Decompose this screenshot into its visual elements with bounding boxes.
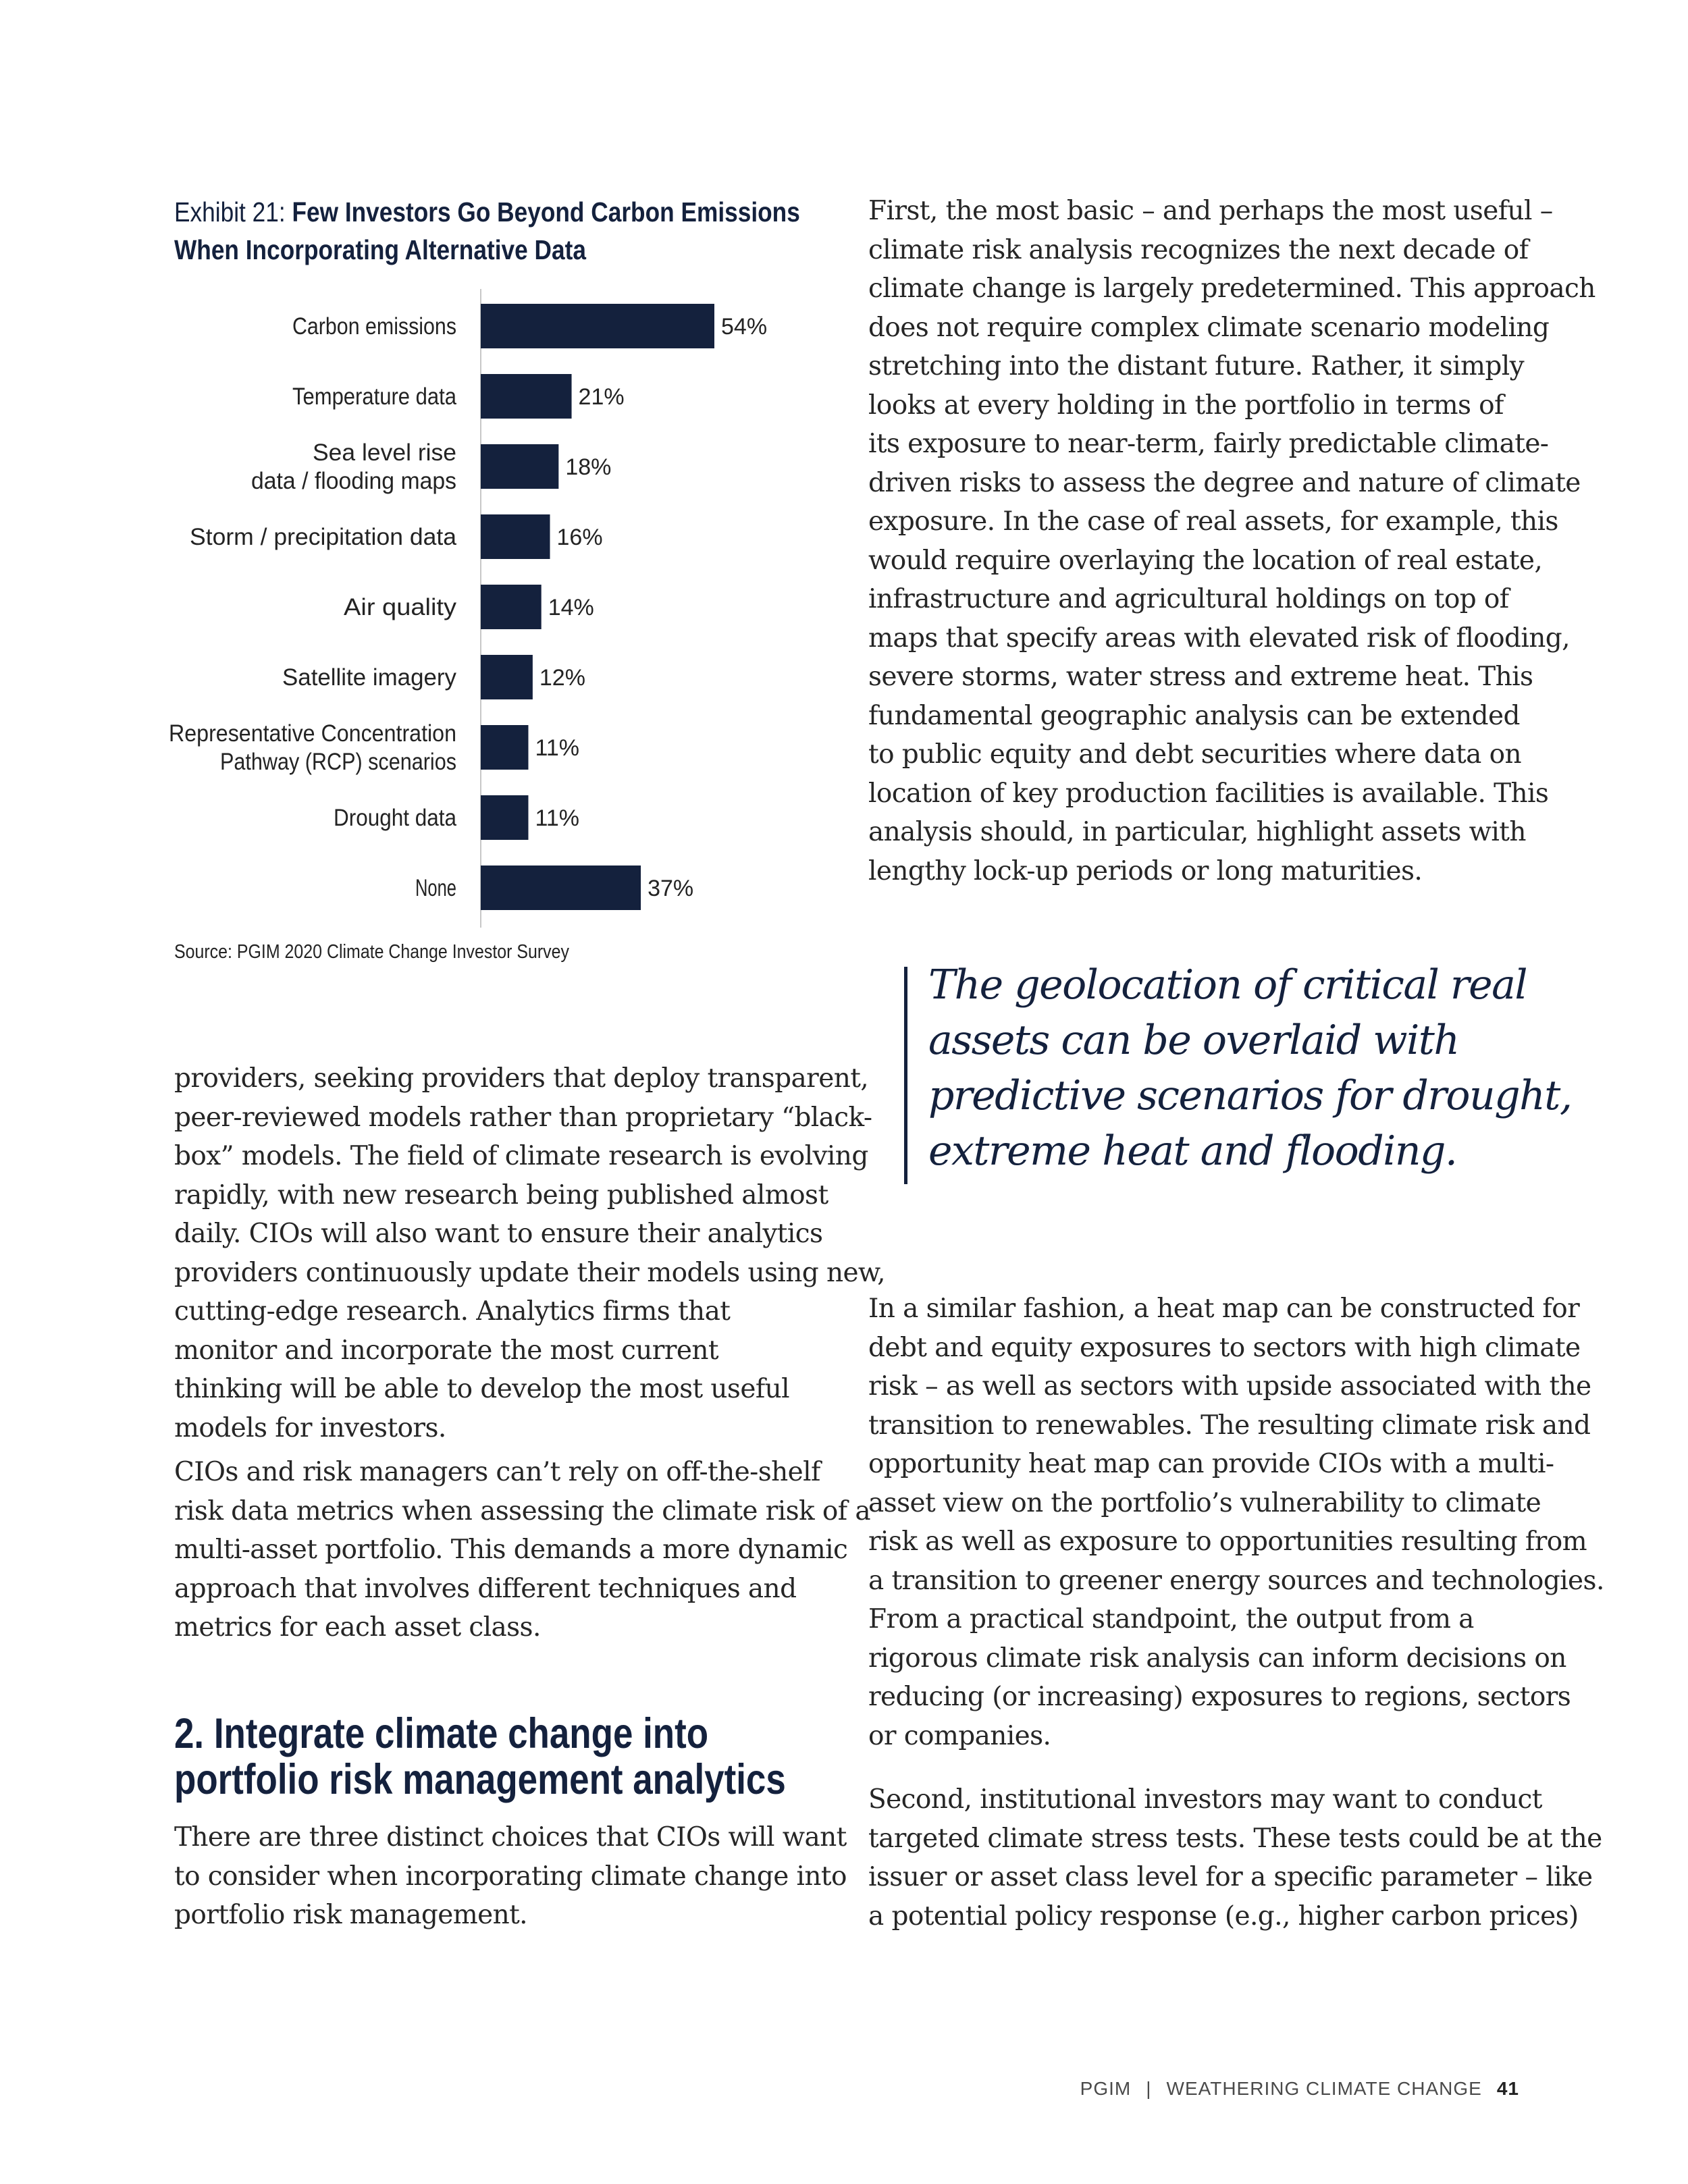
right-paragraph-1-line: to public equity and debt securities where data on: [868, 739, 1521, 770]
right-paragraph-2-line: opportunity heat map can provide CIOs with a multi-: [868, 1449, 1554, 1479]
left-paragraph-3-line: portfolio risk management.: [174, 1900, 527, 1930]
category-label: Air quality: [344, 594, 457, 620]
left-paragraph-2-line: multi-asset portfolio. This demands a more dynamic: [174, 1535, 848, 1565]
exhibit-title-line2: When Incorporating Alternative Data: [174, 234, 586, 265]
left-paragraph-2-line: metrics for each asset class.: [174, 1612, 541, 1643]
left-paragraph-1-line: cutting-edge research. Analytics firms that: [174, 1296, 731, 1327]
left-paragraph-3-line: to consider when incorporating climate change into: [174, 1861, 847, 1892]
bar-value-label: 54%: [721, 314, 768, 340]
category-label: Drought data: [334, 805, 457, 831]
page-number: 41: [1496, 2078, 1519, 2099]
category-label: Storm / precipitation data: [190, 524, 457, 550]
right-paragraph-3-line: Second, institutional investors may want to conduct: [868, 1784, 1542, 1815]
right-paragraph-2-line: risk as well as exposure to opportunities resulting from: [868, 1526, 1587, 1557]
left-paragraph-1-line: providers continuously update their models using new,: [174, 1257, 885, 1288]
bar: [481, 655, 533, 699]
right-paragraph-2-line: From a practical standpoint, the output from a: [868, 1604, 1474, 1634]
left-paragraph-1-line: daily. CIOs will also want to ensure their analytics: [174, 1219, 823, 1249]
left-paragraph-3: [174, 1818, 847, 1935]
pull-quote-line: predictive scenarios for drought,: [928, 1072, 1572, 1119]
right-paragraph-2-line: transition to renewables. The resulting climate risk and: [868, 1410, 1591, 1441]
bar-value-label: 11%: [535, 805, 580, 831]
right-paragraph-3-line: targeted climate stress tests. These tests could be at the: [868, 1823, 1602, 1854]
bar: [481, 304, 714, 348]
bar: [481, 725, 528, 770]
left-paragraph-2: [174, 1453, 870, 1647]
left-paragraph-1-line: peer-reviewed models rather than proprietary “black-: [174, 1102, 872, 1133]
right-paragraph-1-line: stretching into the distant future. Rather, it simply: [868, 351, 1525, 381]
bar: [481, 444, 558, 489]
bar-value-label: 21%: [578, 384, 625, 410]
category-label: Carbon emissions: [292, 313, 456, 340]
bar-value-label: 37%: [648, 876, 694, 901]
left-paragraph-1-line: models for investors.: [174, 1412, 446, 1443]
right-paragraph-1-line: climate risk analysis recognizes the next decade of: [868, 234, 1529, 265]
footer-publication: WEATHERING CLIMATE CHANGE: [1166, 2078, 1482, 2099]
left-paragraph-1: [174, 1059, 885, 1447]
category-label: None: [415, 875, 456, 901]
bar-value-label: 11%: [535, 735, 580, 761]
quote-bar: [904, 967, 907, 1184]
exhibit-label: Exhibit 21:: [174, 196, 292, 228]
left-paragraph-1-line: thinking will be able to develop the most useful: [174, 1374, 790, 1404]
right-paragraph-1-line: location of key production facilities is available. This: [868, 778, 1549, 809]
bar: [481, 865, 641, 910]
category-label: Satellite imagery: [282, 664, 457, 691]
bar-value-label: 16%: [556, 525, 603, 550]
right-paragraph-3-line: issuer or asset class level for a specific parameter – like: [868, 1862, 1593, 1892]
right-paragraph-1-line: climate change is largely predetermined. This approach: [868, 273, 1595, 304]
bar-value-label: 12%: [539, 665, 585, 691]
bar-value-label: 14%: [548, 595, 594, 620]
right-paragraph-1-line: analysis should, in particular, highlight assets with: [868, 817, 1526, 847]
right-paragraph-1-line: would require overlaying the location of real estate,: [868, 545, 1543, 576]
left-paragraph-2-line: approach that involves different techniques and: [174, 1573, 797, 1604]
exhibit-title-line1: Few Investors Go Beyond Carbon Emissions: [292, 196, 800, 228]
category-label: Representative Concentration: [169, 720, 456, 747]
exhibit-title: [174, 193, 800, 269]
pull-quote: [928, 957, 1572, 1179]
left-paragraph-1-line: monitor and incorporate the most current: [174, 1335, 718, 1366]
left-paragraph-2-line: risk data metrics when assessing the climate risk of a: [174, 1495, 870, 1526]
right-paragraph-1-line: infrastructure and agricultural holdings on top of: [868, 584, 1509, 614]
pull-quote-line: assets can be overlaid with: [928, 1017, 1459, 1064]
left-paragraph-1-line: rapidly, with new research being published almost: [174, 1179, 828, 1210]
category-label: data / flooding maps: [251, 468, 456, 494]
right-paragraph-1-line: does not require complex climate scenario modeling: [868, 312, 1550, 343]
bar: [481, 514, 550, 559]
left-paragraph-1-line: box” models. The field of climate research is evolving: [174, 1141, 868, 1171]
right-paragraph-2-line: debt and equity exposures to sectors with high climate: [868, 1332, 1581, 1363]
category-label: Temperature data: [292, 383, 457, 410]
pull-quote-line: extreme heat and flooding.: [928, 1127, 1457, 1175]
left-paragraph-1-line: providers, seeking providers that deploy transparent,: [174, 1063, 869, 1094]
right-paragraph-1-line: fundamental geographic analysis can be extended: [868, 700, 1520, 731]
page-footer: [1080, 2078, 1519, 2100]
right-paragraph-1-line: looks at every holding in the portfolio in terms of: [868, 390, 1504, 421]
footer-brand: PGIM: [1080, 2078, 1132, 2099]
right-paragraph-1-line: exposure. In the case of real assets, for example, this: [868, 506, 1558, 537]
category-label: Sea level rise: [313, 440, 456, 466]
right-paragraph-2-line: or companies.: [868, 1720, 1051, 1751]
section-heading-line: portfolio risk management analytics: [174, 1756, 786, 1803]
right-paragraph-1-line: lengthy lock-up periods or long maturities.: [868, 855, 1423, 886]
bar: [481, 374, 572, 419]
chart-source: Source: PGIM 2020 Climate Change Investor Survey: [174, 941, 569, 963]
bar: [481, 585, 542, 629]
left-paragraph-3-line: There are three distinct choices that CIOs will want: [174, 1822, 847, 1853]
right-paragraph-2: [868, 1289, 1604, 1755]
right-paragraph-2-line: asset view on the portfolio’s vulnerability to climate: [868, 1487, 1541, 1518]
right-paragraph-3: [868, 1780, 1602, 1936]
bar-value-label: 18%: [565, 454, 612, 480]
right-paragraph-2-line: reducing (or increasing) exposures to regions, sectors: [868, 1682, 1571, 1712]
left-paragraph-2-line: CIOs and risk managers can’t rely on off-the-shelf: [174, 1457, 820, 1487]
section-heading: [174, 1710, 786, 1803]
category-label: Pathway (RCP) scenarios: [220, 749, 456, 775]
right-paragraph-2-line: risk – as well as sectors with upside associated with the: [868, 1371, 1591, 1402]
right-paragraph-3-line: a potential policy response (e.g., higher carbon prices): [868, 1900, 1579, 1932]
right-paragraph-1-line: First, the most basic – and perhaps the most useful –: [868, 196, 1553, 226]
section-heading-line: 2. Integrate climate change into: [174, 1710, 709, 1757]
right-paragraph-2-line: In a similar fashion, a heat map can be constructed for: [868, 1294, 1580, 1324]
pull-quote-line: The geolocation of critical real: [928, 961, 1527, 1009]
right-paragraph-1-line: its exposure to near-term, fairly predictable climate-: [868, 429, 1549, 459]
bar: [481, 795, 528, 840]
right-paragraph-2-line: a transition to greener energy sources and technologies.: [868, 1565, 1604, 1596]
right-paragraph-1: [868, 192, 1595, 890]
right-paragraph-2-line: rigorous climate risk analysis can inform decisions on: [868, 1643, 1566, 1674]
right-paragraph-1-line: driven risks to assess the degree and nature of climate: [868, 467, 1581, 498]
footer-separator: |: [1146, 2078, 1152, 2099]
right-paragraph-1-line: maps that specify areas with elevated risk of flooding,: [868, 622, 1570, 654]
right-paragraph-1-line: severe storms, water stress and extreme heat. This: [868, 662, 1533, 692]
